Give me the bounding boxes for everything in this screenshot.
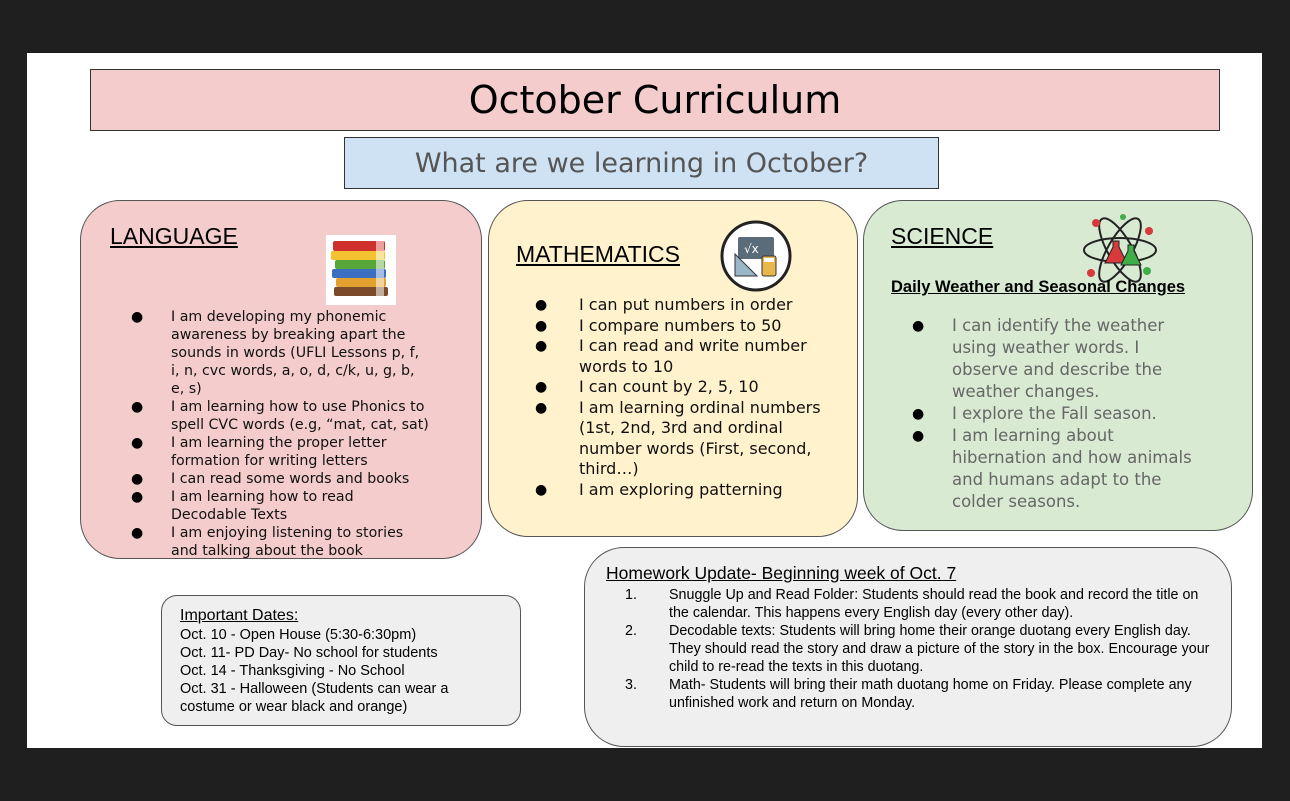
language-heading: LANGUAGE	[110, 223, 238, 249]
list-item: 2. Decodable texts: Students will bring home their orange duotang every English day. They should read the story and draw a picture of the story in the box. Encourage your child to re-read the texts in this duotang.	[625, 623, 1210, 675]
language-list	[131, 308, 431, 560]
science-subheading: Daily Weather and Seasonal Changes	[891, 278, 1186, 296]
date-line: Oct. 14 - Thanksgiving - No School	[180, 663, 405, 679]
list-item: ● I am learning how to read Decodable Texts	[131, 489, 354, 523]
list-item: ● I explore the Fall season.	[912, 404, 1157, 423]
important-dates-heading: Important Dates:	[180, 607, 299, 624]
list-item: ● I am enjoying listening to stories and talking about the book	[131, 525, 404, 559]
list-item: 3. Math- Students will bring their math duotang home on Friday. Please complete any unfinished work and return on Monday.	[625, 677, 1192, 711]
language-card	[80, 200, 482, 559]
list-item: ● I can identify the weather using weather words. I observe and describe the weather changes.	[912, 316, 1165, 401]
list-item: ● I am developing my phonemic awareness by breaking apart the sounds in words (UFLI Lessons p, f, i, n, cvc words, a, o, d, c/k, u, g, b, e, s)	[131, 309, 420, 397]
science-heading: SCIENCE	[891, 223, 994, 249]
homework-box	[584, 547, 1232, 747]
books-icon	[326, 235, 396, 305]
important-dates-box	[161, 595, 521, 726]
svg-text:√x: √x	[744, 242, 759, 256]
homework-list	[625, 586, 1215, 712]
date-line: Oct. 10 - Open House (5:30-6:30pm)	[180, 627, 417, 643]
list-item: ● I can read some words and books	[131, 471, 410, 487]
list-item: ● I am learning ordinal numbers (1st, 2nd, 3rd and ordinal number words (First, second, third…)	[535, 397, 821, 478]
list-item: ● I can read and write number words to 10	[535, 336, 807, 376]
math-tools-icon	[720, 220, 792, 292]
science-card	[863, 200, 1253, 531]
list-item: ● I am exploring patterning	[535, 479, 783, 499]
list-item: ● I am learning about hibernation and how animals and humans adapt to the colder seasons.	[912, 426, 1192, 511]
list-item: ● I can put numbers in order	[535, 295, 793, 314]
list-item: 1. Snuggle Up and Read Folder: Students should read the book and record the title on the calendar. This happens every English day (every other day).	[625, 587, 1199, 621]
date-line: Oct. 11- PD Day- No school for students	[180, 645, 438, 661]
list-item: ● I am learning the proper letter formation for writing letters	[131, 435, 387, 469]
date-line: Oct. 31 - Halloween (Students can wear a costume or wear black and orange)	[180, 681, 449, 715]
mathematics-list	[535, 295, 825, 500]
mathematics-card	[488, 200, 858, 537]
page-title: October Curriculum	[90, 69, 1220, 131]
science-list	[912, 315, 1192, 513]
page-subtitle: What are we learning in October?	[344, 137, 939, 189]
list-item: ● I am learning how to use Phonics to spell CVC words (e.g, “mat, cat, sat)	[131, 399, 429, 433]
list-item: ● I compare numbers to 50	[535, 315, 782, 335]
list-item: ● I can count by 2, 5, 10	[535, 377, 759, 396]
homework-heading: Homework Update- Beginning week of Oct. 7	[606, 563, 957, 583]
mathematics-heading: MATHEMATICS	[516, 241, 680, 267]
